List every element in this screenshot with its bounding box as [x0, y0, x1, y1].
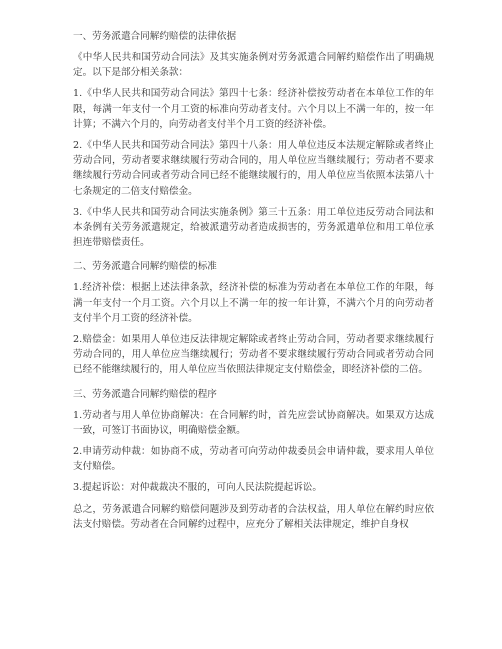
paragraph: 3.提起诉讼：对仲裁裁决不服的，可向人民法院提起诉讼。: [73, 482, 322, 494]
paragraph: 2.《中华人民共和国劳动合同法》第四十八条：用人单位违反本法规定解除或者终止劳动合同，劳动者要求继续履行劳动合同的，用人单位应当继续履行；劳动者不要求继续履行劳动合同或者劳动合同已经不能继续履行的，用人单位应当依照本法第八十七条规定的二倍支付赔偿金。: [73, 140, 434, 197]
section-heading: 二、劳务派遣合同解约赔偿的标准: [73, 261, 217, 273]
paragraph: 1.经济补偿：根据上述法律条款，经济补偿的标准为劳动者在本单位工作的年限，每满一年支付一个月工资。六个月以上不满一年的按一年计算，不满六个月的向劳动者支付半个月工资的经济补偿。: [73, 282, 434, 324]
document-page: [73, 30, 434, 538]
paragraph: 2.赔偿金：如果用人单位违反法律规定解除或者终止劳动合同，劳动者要求继续履行劳动合同的，用人单位应当继续履行；劳动者不要求继续履行劳动合同或者劳动合同已经不能继续履行的，用人单位应当依照法律规定支付赔偿金，即经济补偿的二倍。: [73, 334, 434, 376]
paragraph: 1.劳动者与用人单位协商解决：在合同解约时，首先应尝试协商解决。如果双方达成一致，可签订书面协议，明确赔偿金额。: [73, 409, 434, 436]
paragraph: 《中华人民共和国劳动合同法》及其实施条例对劳务派遣合同解约赔偿作出了明确规定。以下是部分相关条款：: [73, 52, 434, 79]
paragraph: 3.《中华人民共和国劳动合同法实施条例》第三十五条：用工单位违反劳动合同法和本条例有关劳务派遣规定，给被派遣劳动者造成损害的，劳务派遣单位和用工单位承担连带赔偿责任。: [73, 206, 434, 249]
section-heading: 一、劳务派遣合同解约赔偿的法律依据: [73, 31, 237, 42]
section-procedure: [73, 388, 434, 496]
paragraph: 1.《中华人民共和国劳动合同法》第四十七条：经济补偿按劳动者在本单位工作的年限，每满一年支付一个月工资的标准向劳动者支付。六个月以上不满一年的，按一年计算；不满六个月的，向劳动者支付半个月工资的经济补偿。: [73, 88, 434, 130]
section-legal-basis: [73, 30, 434, 250]
paragraph: 2.申请劳动仲裁：如协商不成，劳动者可向劳动仲裁委员会申请仲裁，要求用人单位支付赔偿。: [73, 446, 434, 473]
section-standards: [73, 260, 434, 377]
closing-paragraph: 总之，劳务派遣合同解约赔偿问题涉及到劳动者的合法权益，用人单位在解约时应依法支付赔偿。劳动者在合同解约过程中，应充分了解相关法律规定，维护自身权: [73, 503, 434, 530]
section-heading: 三、劳务派遣合同解约赔偿的程序: [73, 388, 217, 400]
